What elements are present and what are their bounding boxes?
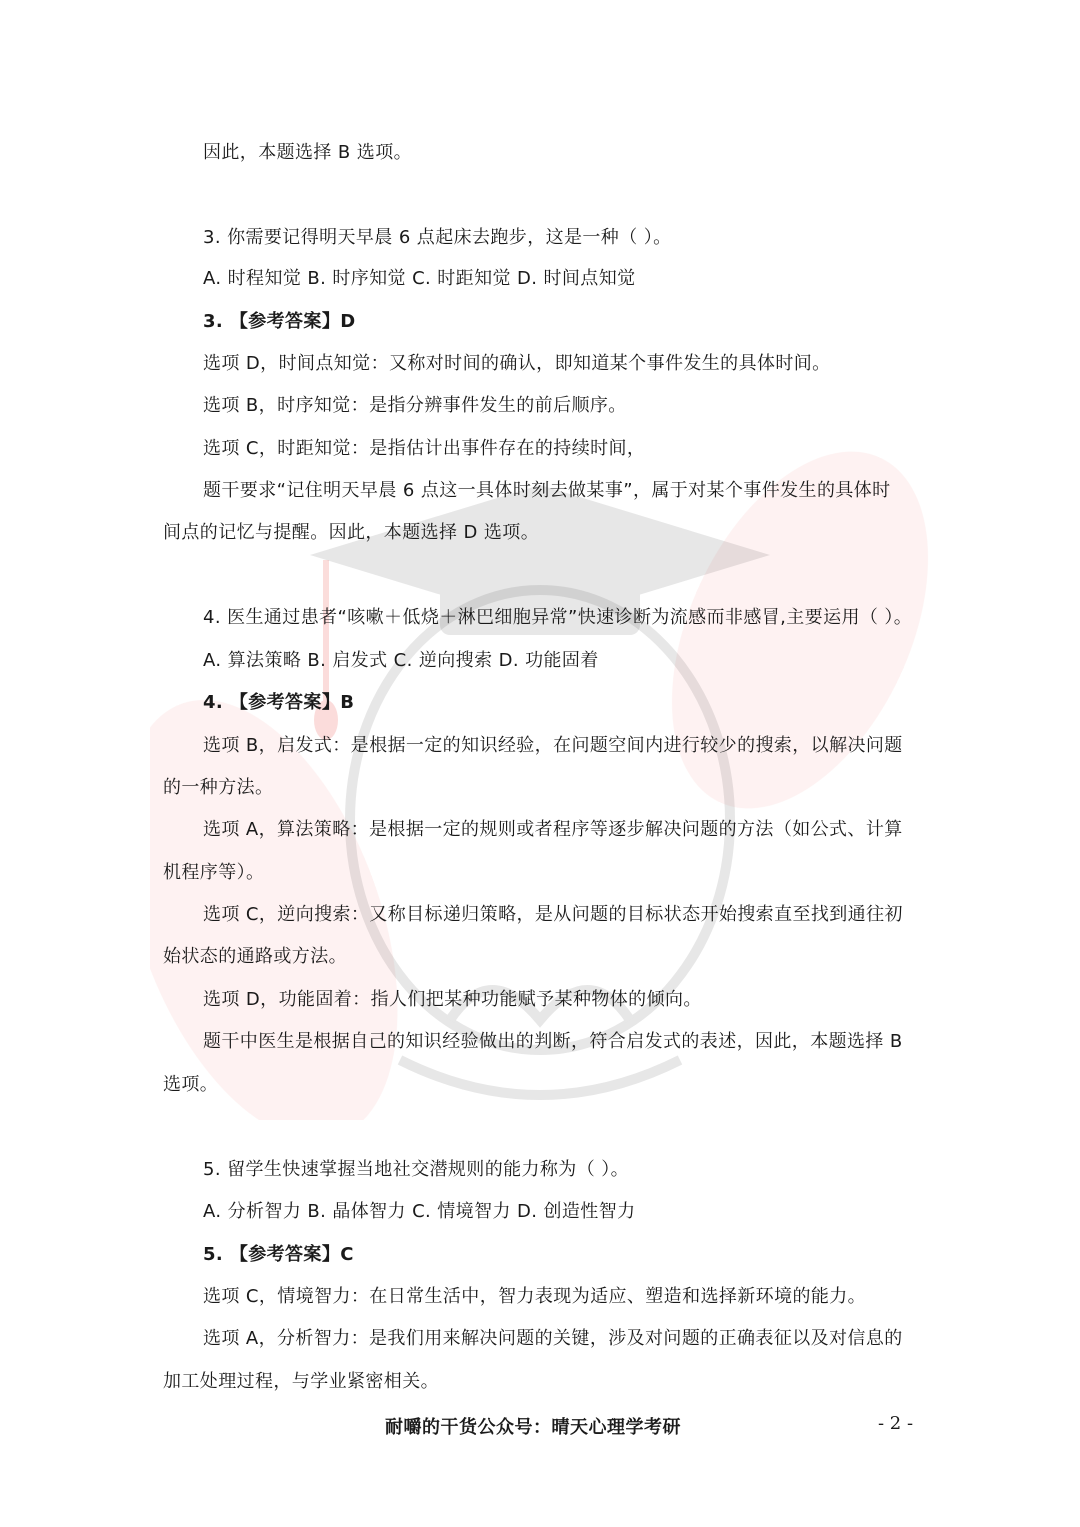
question-5-stem: 5. 留学生快速掌握当地社交潜规则的能力称为（ ）。 bbox=[203, 1159, 630, 1180]
question-4-answer-heading: 4. 【参考答案】B bbox=[203, 692, 355, 713]
answer-conclusion-2: 因此，本题选择 B 选项。 bbox=[203, 142, 412, 163]
watermark-logo bbox=[150, 400, 930, 1120]
question-3-options: A. 时程知觉 B. 时序知觉 C. 时距知觉 D. 时间点知觉 bbox=[203, 268, 636, 289]
question-4-explanation-b-line-2: 的一种方法。 bbox=[163, 777, 274, 798]
question-5-explanation-c: 选项 C，情境智力：在日常生活中，智力表现为适应、塑造和选择新环境的能力。 bbox=[203, 1286, 867, 1307]
question-4-explanation-b-line-1: 选项 B，启发式：是根据一定的知识经验，在问题空间内进行较少的搜索，以解决问题 bbox=[203, 735, 903, 756]
question-4-conclusion-line-2: 选项。 bbox=[163, 1074, 219, 1095]
question-5-explanation-a-line-2: 加工处理过程，与学业紧密相关。 bbox=[163, 1371, 439, 1392]
question-4-stem: 4. 医生通过患者“咳嗽＋低烧＋淋巴细胞异常”快速诊断为流感而非感冒,主要运用（ ）。 bbox=[203, 607, 913, 628]
page-number: - 2 - bbox=[878, 1413, 914, 1434]
footer-text: 耐嚼的干货公众号：晴天心理学考研 bbox=[385, 1417, 681, 1438]
question-4-options: A. 算法策略 B. 启发式 C. 逆向搜索 D. 功能固着 bbox=[203, 650, 599, 671]
question-4-explanation-c-line-1: 选项 C，逆向搜索：又称目标递归策略，是从问题的目标状态开始搜索直至找到通往初 bbox=[203, 904, 903, 925]
question-4-conclusion-line-1: 题干中医生是根据自己的知识经验做出的判断，符合启发式的表述，因此，本题选择 B bbox=[203, 1031, 903, 1052]
question-3-answer-heading: 3. 【参考答案】D bbox=[203, 311, 356, 332]
question-3-conclusion-line-2: 间点的记忆与提醒。因此，本题选择 D 选项。 bbox=[163, 522, 540, 543]
question-5-explanation-a-line-1: 选项 A，分析智力：是我们用来解决问题的关键，涉及对问题的正确表征以及对信息的 bbox=[203, 1328, 903, 1349]
question-5-answer-heading: 5. 【参考答案】C bbox=[203, 1244, 354, 1265]
question-4-explanation-d: 选项 D，功能固着：指人们把某种功能赋予某种物体的倾向。 bbox=[203, 989, 702, 1010]
question-3-explanation-d: 选项 D，时间点知觉：又称对时间的确认，即知道某个事件发生的具体时间。 bbox=[203, 353, 831, 374]
question-4-explanation-a-line-2: 机程序等）。 bbox=[163, 862, 265, 883]
question-3-conclusion-line-1: 题干要求“记住明天早晨 6 点这一具体时刻去做某事”，属于对某个事件发生的具体时 bbox=[203, 480, 891, 501]
question-5-options: A. 分析智力 B. 晶体智力 C. 情境智力 D. 创造性智力 bbox=[203, 1201, 636, 1222]
question-3-explanation-b: 选项 B，时序知觉：是指分辨事件发生的前后顺序。 bbox=[203, 395, 627, 416]
question-3-explanation-c: 选项 C，时距知觉：是指估计出事件存在的持续时间， bbox=[203, 438, 646, 459]
question-4-explanation-c-line-2: 始状态的通路或方法。 bbox=[163, 946, 347, 967]
question-3-stem: 3. 你需要记得明天早晨 6 点起床去跑步，这是一种（ ）。 bbox=[203, 227, 672, 248]
question-4-explanation-a-line-1: 选项 A，算法策略：是根据一定的规则或者程序等逐步解决问题的方法（如公式、计算 bbox=[203, 819, 903, 840]
